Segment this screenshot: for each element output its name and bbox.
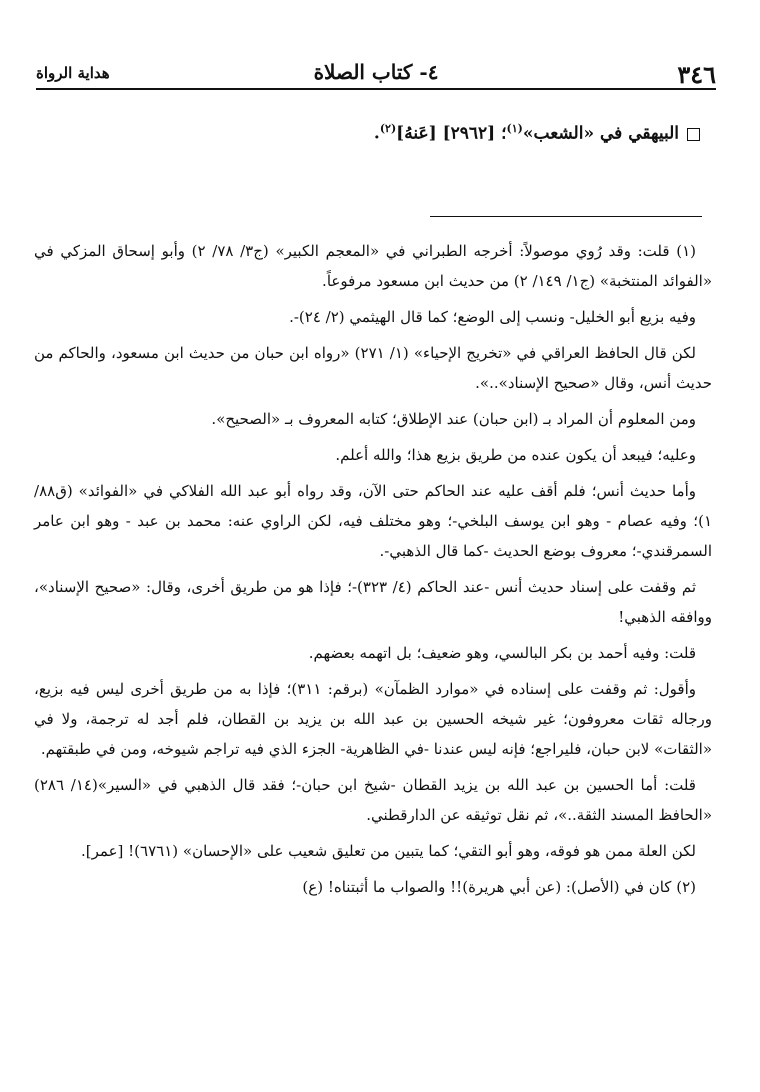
main-text-ref: ؛ [٢٩٦٢] [عَنهُ]	[396, 123, 507, 144]
footnote-paragraph: (١) قلت: وقد رُوي موصولاً: أخرجه الطبراني في «المعجم الكبير» (ج٣/ ٧٨/ ٢) وأبو إسحاق المزكي في «الفوائد المنتخبة» (ج١/ ١٤٩/ ٢) من حديث ابن مسعود مرفوعاً.	[34, 242, 712, 290]
footnote-paragraph: وأما حديث أنس؛ فلم أقف عليه عند الحاكم حتى الآن، وقد رواه أبو عبد الله الفلاكي في «الفوائد» (ق٨٨/ ١)؛ وفيه عصام - وهو ابن يوسف البلخي-؛ وهو مختلف فيه، لكن الراوي عنه: محمد بن عبد - وهو ابن عامر السمرقندي-؛ معروف بوضع الحديث -كما قال الذهبي-.	[34, 482, 712, 560]
footnote-ref-2: (٢)	[379, 122, 397, 135]
footnote-paragraph: ثم وقفت على إسناد حديث أنس -عند الحاكم (٤/ ٣٢٣)-؛ فإذا هو من طريق أخرى، وقال: «صحيح الإسناد»، ووافقه الذهبي!	[34, 578, 712, 626]
main-text-body: البيهقي في «الشعب»	[522, 123, 679, 144]
chapter-title: ٤- كتاب الصلاة	[313, 60, 439, 84]
footnote-divider	[430, 216, 702, 217]
book-title: هداية الرواة	[36, 64, 110, 82]
footnote-ref-1: (١)	[506, 122, 523, 135]
page-number: ٣٤٦	[677, 60, 716, 89]
footnote-paragraph: لكن العلة ممن هو فوقه، وهو أبو التقي؛ كما يتبين من تعليق شعيب على «الإحسان» (٦٧٦١)! [عمر].	[81, 842, 696, 860]
footnote-paragraph: (٢) كان في (الأصل): (عن أبي هريرة)!! والصواب ما أثبتناه! (ع)	[302, 878, 696, 896]
main-text-end: .	[373, 123, 380, 144]
footnote-paragraph: لكن قال الحافظ العراقي في «تخريج الإحياء» (١/ ٢٧١) «رواه ابن حبان من حديث ابن مسعود، والحاكم من حديث أنس، وقال «صحيح الإسناد»..».	[34, 344, 712, 392]
square-box-icon	[687, 128, 700, 141]
footnotes	[34, 236, 712, 908]
footnote-paragraph: قلت: أما الحسين بن عبد الله بن يزيد القطان -شيخ ابن حبان-؛ فقد قال الذهبي في «السير»(١٤/ ٢٨٦) «الحافظ المسند الثقة..»، ثم نقل توثيقه عن الدارقطني.	[34, 776, 712, 824]
footnote-paragraph: وعليه؛ فيبعد أن يكون عنده من طريق بزيع هذا؛ والله أعلم.	[335, 446, 696, 464]
main-text	[40, 114, 700, 149]
footnote-paragraph: وأقول: ثم وقفت على إسناده في «موارد الظمآن» (برقم: ٣١١)؛ فإذا به من طريق أخرى ليس فيه بزيع، ورجاله ثقات معروفون؛ غير شيخه الحسين بن عبد الله بن يزيد بن القطان، فلم أجد له ترجمة، ولا في «الثقات» لابن حبان، فليراجع؛ فإنه ليس عندنا -في الظاهرية- الجزء الذي فيه تراجم شيوخه، ومن في طبقتهم.	[34, 680, 712, 758]
page-header	[36, 58, 716, 90]
footnote-paragraph: قلت: وفيه أحمد بن بكر البالسي، وهو ضعيف؛ بل اتهمه بعضهم.	[308, 644, 696, 662]
footnote-paragraph: ومن المعلوم أن المراد بـ (ابن حبان) عند الإطلاق؛ كتابه المعروف بـ «الصحيح».	[211, 410, 696, 428]
footnote-paragraph: وفيه بزيع أبو الخليل- ونسب إلى الوضع؛ كما قال الهيثمي (٢/ ٢٤)-.	[289, 308, 696, 326]
